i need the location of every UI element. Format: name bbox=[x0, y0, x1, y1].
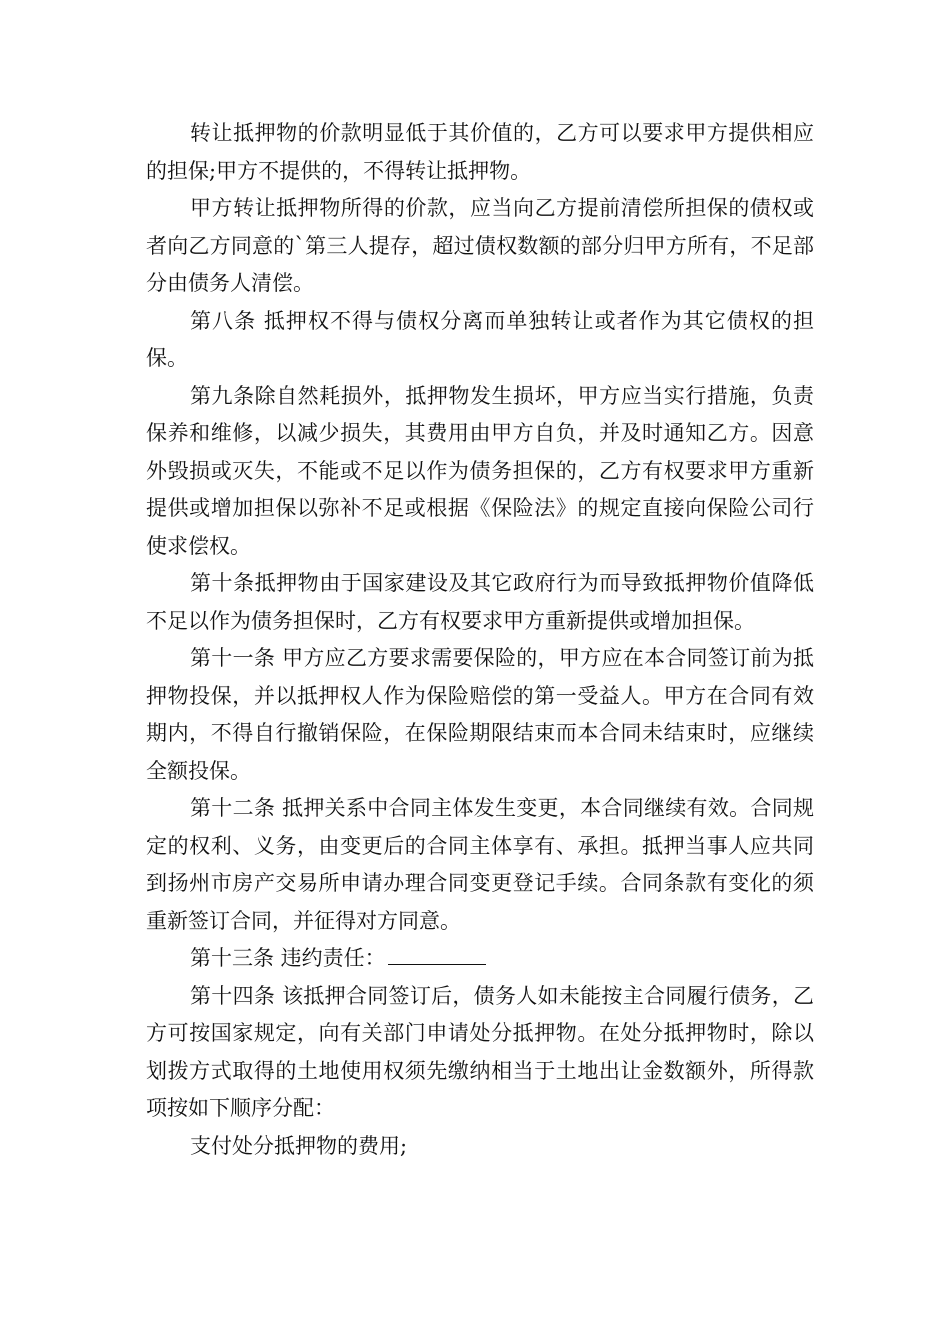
paragraph-transfer-guarantee: 转让抵押物的价款明显低于其价值的，乙方可以要求甲方提供相应的担保;甲方不提供的，不得转让抵押物。 bbox=[146, 121, 814, 183]
paragraph-article-8: 第八条 抵押权不得与债权分离而单独转让或者作为其它债权的担保。 bbox=[146, 308, 814, 370]
paragraph-article-11: 第十一条 甲方应乙方要求需要保险的，甲方应在本合同签订前为抵押物投保，并以抵押权人作为保险赔偿的第一受益人。甲方在合同有效期内，不得自行撤销保险，在保险期限结束而本合同未结束时，应继续全额投保。 bbox=[146, 646, 814, 783]
fill-in-blank-line bbox=[388, 942, 486, 965]
paragraph-transfer-proceeds: 甲方转让抵押物所得的价款，应当向乙方提前清偿所担保的债权或者向乙方同意的`第三人提存，超过债权数额的部分归甲方所有，不足部分由债务人清偿。 bbox=[146, 196, 814, 295]
paragraph-article-14: 第十四条 该抵押合同签订后，债务人如未能按主合同履行债务，乙方可按国家规定，向有关部门申请处分抵押物。在处分抵押物时，除以划拨方式取得的土地使用权须先缴纳相当于土地出让金数额外，所得款项按如下顺序分配： bbox=[146, 983, 814, 1120]
paragraph-article-9: 第九条除自然耗损外，抵押物发生损坏，甲方应当实行措施，负责保养和维修，以减少损失，其费用由甲方自负，并及时通知乙方。因意外毁损或灭失，不能或不足以作为债务担保的，乙方有权要求甲方重新提供或增加担保以弥补不足或根据《保险法》的规定直接向保险公司行使求偿权。 bbox=[146, 383, 814, 558]
paragraph-article-12: 第十二条 抵押关系中合同主体发生变更，本合同继续有效。合同规定的权利、义务，由变更后的合同主体享有、承担。抵押当事人应共同到扬州市房产交易所申请办理合同变更登记手续。合同条款有变化的须重新签订合同，并征得对方同意。 bbox=[146, 796, 814, 933]
article-13-text: 第十三条 违约责任： bbox=[190, 946, 386, 970]
document-page bbox=[146, 115, 814, 1165]
paragraph-article-13 bbox=[146, 940, 814, 978]
paragraph-disposal-cost: 支付处分抵押物的费用; bbox=[190, 1133, 408, 1158]
paragraph-article-10: 第十条抵押物由于国家建设及其它政府行为而导致抵押物价值降低不足以作为债务担保时，乙方有权要求甲方重新提供或增加担保。 bbox=[146, 571, 814, 633]
